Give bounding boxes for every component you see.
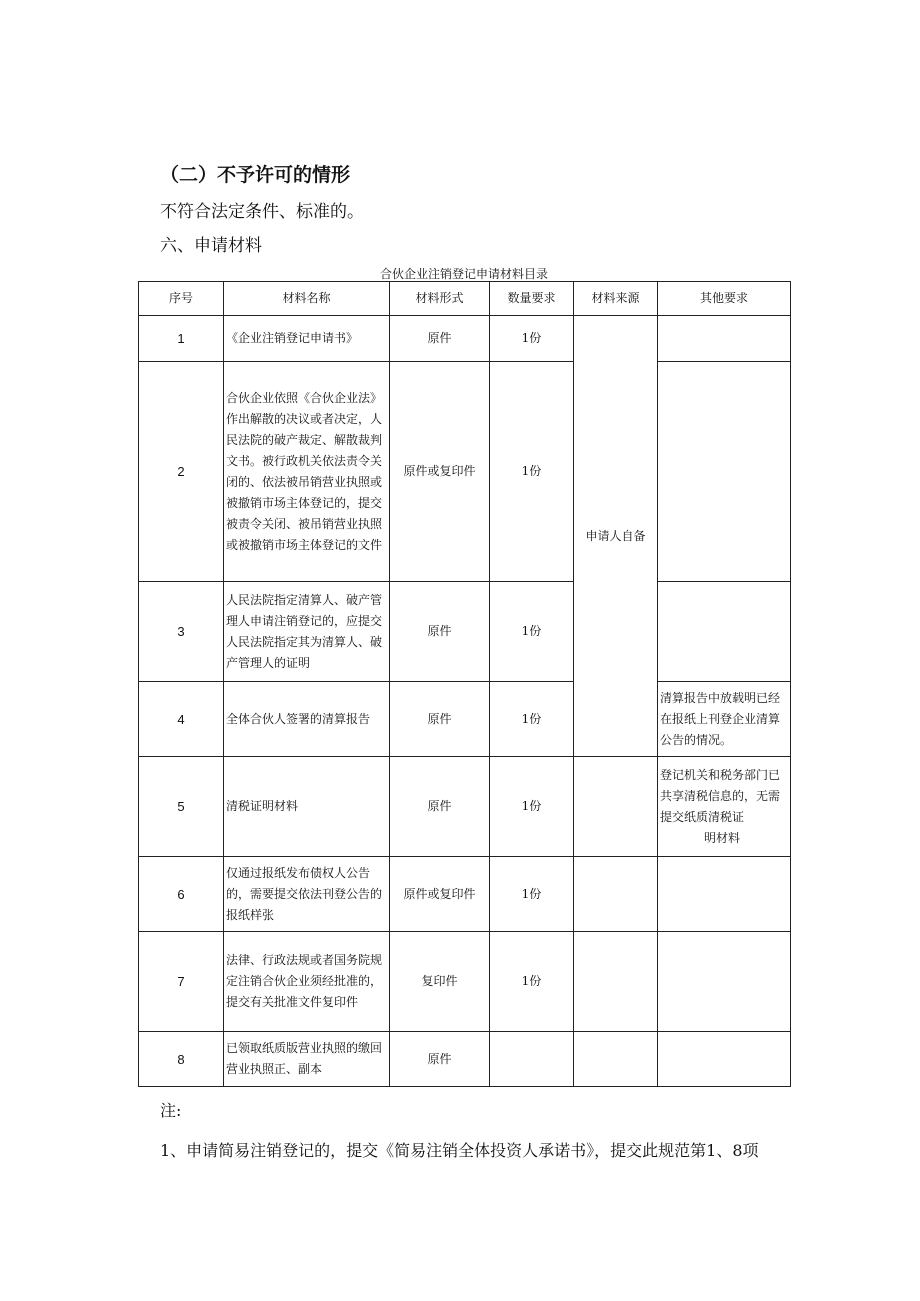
- note-label: 注:: [160, 1101, 182, 1120]
- header-cell: 材料名称: [224, 282, 390, 316]
- other-requirements: [658, 857, 791, 932]
- material-name: 合伙企业依照《合伙企业法》作出解散的决议或者决定，人民法院的破产裁定、解散裁判文书。被行政机关依法责令关闭的、依法被吊销营业执照或被撤销市场主体登记的，提交被责令关闭、被吊销营业执照或被撤销市场主体登记的文件: [224, 362, 390, 582]
- row-number: 1: [139, 316, 224, 362]
- material-source: [574, 932, 658, 1032]
- header-cell: 数量要求: [490, 282, 574, 316]
- material-name: 《企业注销登记申请书》: [224, 316, 390, 362]
- material-source: [574, 757, 658, 857]
- material-name: 仅通过报纸发布债权人公告的，需要提交依法刊登公告的报纸样张: [224, 857, 390, 932]
- table-row: [139, 857, 791, 932]
- quantity: 1份: [490, 857, 574, 932]
- other-requirements-continuation: 明材料: [704, 830, 741, 845]
- row-number: 6: [139, 857, 224, 932]
- material-source: [574, 1032, 658, 1087]
- quantity: [490, 1032, 574, 1087]
- table-row: [139, 682, 791, 757]
- row-number: 2: [139, 362, 224, 582]
- quantity: 1份: [490, 682, 574, 757]
- quantity: 1份: [490, 932, 574, 1032]
- table-row: [139, 757, 791, 857]
- table-header-row: [139, 282, 791, 316]
- table-caption: 合伙企业注销登记申请材料目录: [379, 267, 548, 281]
- header-cell: 其他要求: [658, 282, 791, 316]
- quantity: 1份: [490, 582, 574, 682]
- other-requirements: 清算报告中放载明已经在报纸上刊登企业清算公告的情况。: [658, 682, 791, 757]
- header-cell: 材料形式: [390, 282, 490, 316]
- quantity: 1份: [490, 362, 574, 582]
- row-number: 8: [139, 1032, 224, 1087]
- material-name: 全体合伙人签署的清算报告: [224, 682, 390, 757]
- header-cell: 序号: [139, 282, 224, 316]
- other-requirements: [658, 932, 791, 1032]
- other-requirements: [658, 362, 791, 582]
- table-row: [139, 362, 791, 582]
- header-cell: 材料来源: [574, 282, 658, 316]
- material-form: 原件: [390, 316, 490, 362]
- row-number: 3: [139, 582, 224, 682]
- note-item: 1、申请简易注销登记的，提交《简易注销全体投资人承诺书》，提交此规范第1、8项: [160, 1141, 759, 1160]
- row-number: 4: [139, 682, 224, 757]
- material-form: 复印件: [390, 932, 490, 1032]
- other-requirements: [658, 316, 791, 362]
- material-source: [574, 857, 658, 932]
- section-title: 六、申请材料: [160, 236, 262, 256]
- material-name: 人民法院指定清算人、破产管理人申请注销登记的，应提交人民法院指定其为清算人、破产管理人的证明: [224, 582, 390, 682]
- row-number: 7: [139, 932, 224, 1032]
- other-requirements: [658, 1032, 791, 1087]
- material-form: 原件或复印件: [390, 362, 490, 582]
- materials-table: [138, 281, 791, 1087]
- material-name: 清税证明材料: [224, 757, 390, 857]
- table-row: [139, 582, 791, 682]
- material-form: 原件或复印件: [390, 857, 490, 932]
- material-name: 法律、行政法规或者国务院规定注销合伙企业须经批准的，提交有关批准文件复印件: [224, 932, 390, 1032]
- material-form: 原件: [390, 582, 490, 682]
- other-requirements: [658, 582, 791, 682]
- material-form: 原件: [390, 757, 490, 857]
- row-number: 5: [139, 757, 224, 857]
- other-requirements-text: 登记机关和税务部门已共享清税信息的，无需提交纸质清税证: [660, 767, 781, 824]
- material-form: 原件: [390, 1032, 490, 1087]
- section-heading: （二）不予许可的情形: [160, 164, 351, 186]
- section-paragraph: 不符合法定条件、标准的。: [160, 202, 364, 222]
- table-row: [139, 1032, 791, 1087]
- table-row: [139, 932, 791, 1032]
- material-name: 已领取纸质版营业执照的缴回营业执照正、副本: [224, 1032, 390, 1087]
- table-row: [139, 316, 791, 362]
- quantity: 1份: [490, 316, 574, 362]
- material-source: 申请人自备: [574, 316, 658, 757]
- quantity: 1份: [490, 757, 574, 857]
- other-requirements: [658, 757, 791, 857]
- material-form: 原件: [390, 682, 490, 757]
